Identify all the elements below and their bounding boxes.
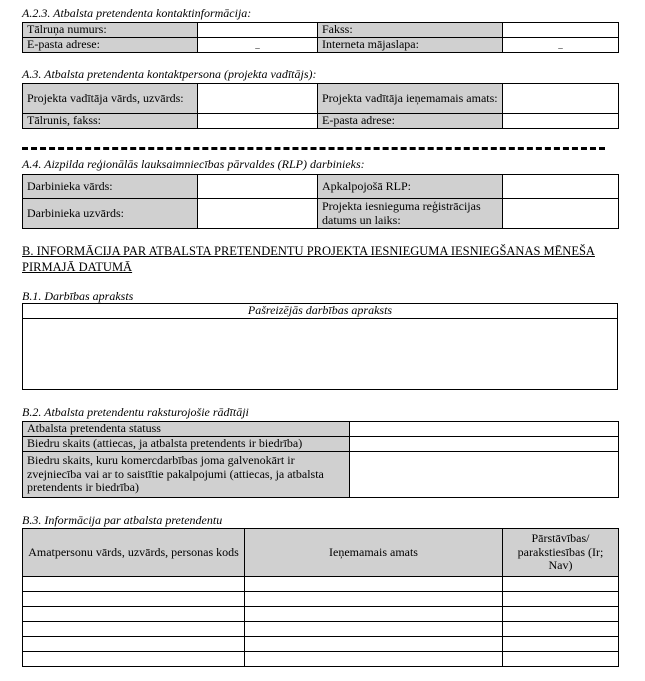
b3-cell[interactable] — [23, 592, 245, 607]
manager-position-label: Projekta vadītāja ieņemamais amats: — [318, 84, 503, 114]
b3-cell[interactable] — [503, 652, 619, 667]
manager-name-field[interactable] — [198, 84, 318, 114]
employee-last-name-field[interactable] — [198, 199, 318, 229]
a3-table — [22, 83, 619, 129]
fax-label: Fakss: — [318, 23, 503, 38]
b3-cell[interactable] — [245, 652, 503, 667]
fax-field[interactable] — [503, 23, 619, 38]
a4-heading: A.4. Aizpilda reģionālās lauksaimniecības pārvaldes (RLP) darbinieks: — [22, 157, 365, 171]
b2-value-fishery-members[interactable] — [350, 452, 619, 498]
dashed-separator — [22, 147, 605, 150]
b3-cell[interactable] — [245, 622, 503, 637]
b2-row-members: Biedru skaits (attiecas, ja atbalsta pretendents ir biedrība) — [23, 437, 350, 452]
web-underscore: _ — [558, 40, 563, 51]
web-label: Interneta mājaslapa: — [318, 38, 503, 53]
b3-cell[interactable] — [245, 577, 503, 592]
b1-heading: B.1. Darbības apraksts — [22, 289, 134, 303]
b3-col-officials: Amatpersonu vārds, uzvārds, personas kods — [23, 529, 245, 577]
b2-value-members[interactable] — [350, 437, 619, 452]
b3-col-position: Ieņemamais amats — [245, 529, 503, 577]
b3-cell[interactable] — [503, 592, 619, 607]
b3-cell[interactable] — [245, 592, 503, 607]
rlp-field[interactable] — [503, 175, 619, 199]
employee-last-name-label: Darbinieka uzvārds: — [23, 199, 198, 229]
registration-date-label: Projekta iesnieguma reģistrācijas datums un laiks: — [318, 199, 503, 229]
b3-cell[interactable] — [23, 637, 245, 652]
manager-phone-label: Tālrunis, fakss: — [23, 114, 198, 129]
b2-row-fishery-members: Biedru skaits, kuru komercdarbības joma galvenokārt ir zvejniecība vai ar to saistītie pakalpojumi (attiecas, ja atbalsta pretendents ir biedrība) — [23, 452, 350, 498]
b2-value-status[interactable] — [350, 422, 619, 437]
manager-email-field[interactable] — [503, 114, 619, 129]
b2-table — [22, 421, 619, 498]
activity-description-header: Pašreizējās darbības apraksts — [23, 304, 618, 319]
b2-row-status: Atbalsta pretendenta statuss — [23, 422, 350, 437]
section-b-heading: B. INFORMĀCIJA PAR ATBALSTA PRETENDENTU PROJEKTA IESNIEGUMA IESNIEGŠANAS MĒNEŠA PIRMAJĀ DATUMĀ — [22, 244, 595, 274]
b3-cell[interactable] — [245, 637, 503, 652]
web-field[interactable] — [503, 38, 619, 53]
email-label: E-pasta adrese: — [23, 38, 198, 53]
manager-email-label: E-pasta adrese: — [318, 114, 503, 129]
b3-cell[interactable] — [23, 607, 245, 622]
b3-table — [22, 528, 619, 667]
b3-heading: B.3. Informācija par atbalsta pretendentu — [22, 513, 223, 527]
manager-phone-field[interactable] — [198, 114, 318, 129]
b3-cell[interactable] — [503, 622, 619, 637]
b3-cell[interactable] — [23, 622, 245, 637]
b3-cell[interactable] — [23, 652, 245, 667]
phone-label: Tālruņa numurs: — [23, 23, 198, 38]
email-field[interactable] — [198, 38, 318, 53]
a4-table — [22, 174, 619, 229]
rlp-label: Apkalpojošā RLP: — [318, 175, 503, 199]
a23-table — [22, 22, 619, 53]
b3-cell[interactable] — [503, 607, 619, 622]
phone-field[interactable] — [198, 23, 318, 38]
b3-cell[interactable] — [503, 637, 619, 652]
b3-cell[interactable] — [245, 607, 503, 622]
email-underscore: _ — [255, 40, 260, 51]
b3-cell[interactable] — [23, 577, 245, 592]
registration-date-field[interactable] — [503, 199, 619, 229]
b1-table — [22, 303, 618, 390]
activity-description-field[interactable] — [23, 319, 618, 390]
manager-position-field[interactable] — [503, 84, 619, 114]
employee-first-name-label: Darbinieka vārds: — [23, 175, 198, 199]
b3-cell[interactable] — [503, 577, 619, 592]
b3-col-representation: Pārstāvības/ parakstiesības (Ir; Nav) — [503, 529, 619, 577]
employee-first-name-field[interactable] — [198, 175, 318, 199]
a3-heading: A.3. Atbalsta pretendenta kontaktpersona (projekta vadītājs): — [22, 67, 317, 81]
a23-heading: A.2.3. Atbalsta pretendenta kontaktinformācija: — [22, 6, 252, 20]
b2-heading: B.2. Atbalsta pretendentu raksturojošie rādītāji — [22, 405, 249, 419]
manager-name-label: Projekta vadītāja vārds, uzvārds: — [23, 84, 198, 114]
